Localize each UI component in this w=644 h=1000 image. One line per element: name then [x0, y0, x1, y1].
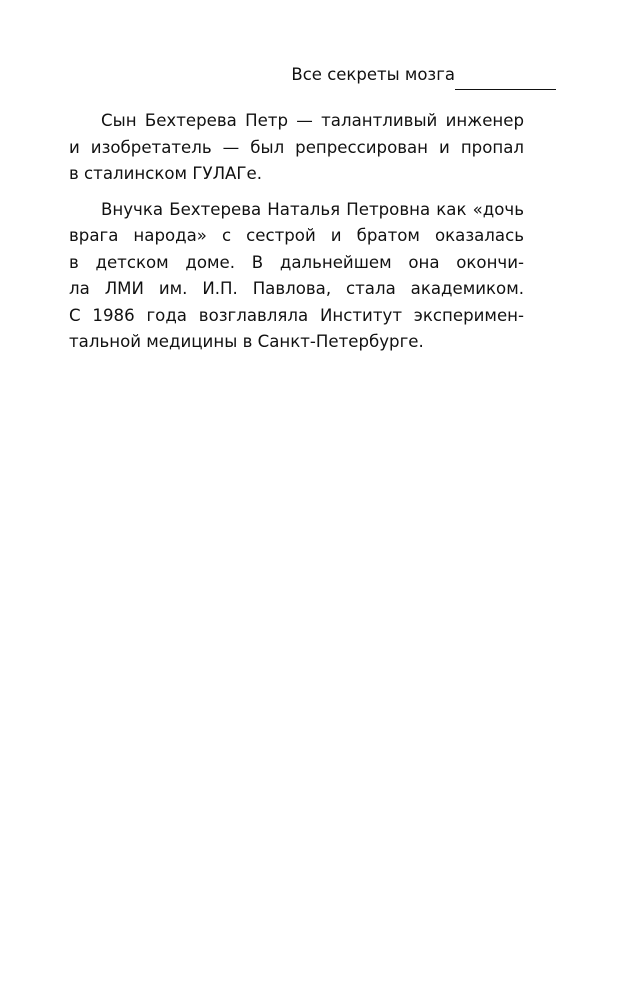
- text-line: Внучка Бехтерева Наталья Петровна как «дочь: [101, 199, 524, 219]
- running-head-title: Все секреты мозга: [291, 65, 455, 84]
- paragraph-bekhterev-son: [69, 108, 524, 188]
- body-text: [69, 108, 524, 365]
- running-head-rule: [455, 89, 556, 90]
- text-line: и изобретатель — был репрессирован и пропал: [69, 137, 524, 157]
- text-line: врага народа» с сестрой и братом оказалась: [69, 226, 524, 245]
- running-head: [0, 64, 644, 94]
- paragraph-bekhterev-granddaughter: [69, 197, 524, 356]
- text-line: в сталинском ГУЛАГе.: [69, 164, 263, 183]
- text-line: Сын Бехтерева Петр — талантливый инженер: [101, 111, 524, 130]
- text-line: С 1986 года возглавляла Институт эксперимен-: [69, 305, 524, 325]
- text-line: ла ЛМИ им. И.П. Павлова, стала академиком.: [69, 279, 524, 298]
- text-line: тальной медицины в Санкт-Петербурге.: [69, 332, 424, 351]
- text-line: в детском доме. В дальнейшем она окончи-: [69, 252, 524, 272]
